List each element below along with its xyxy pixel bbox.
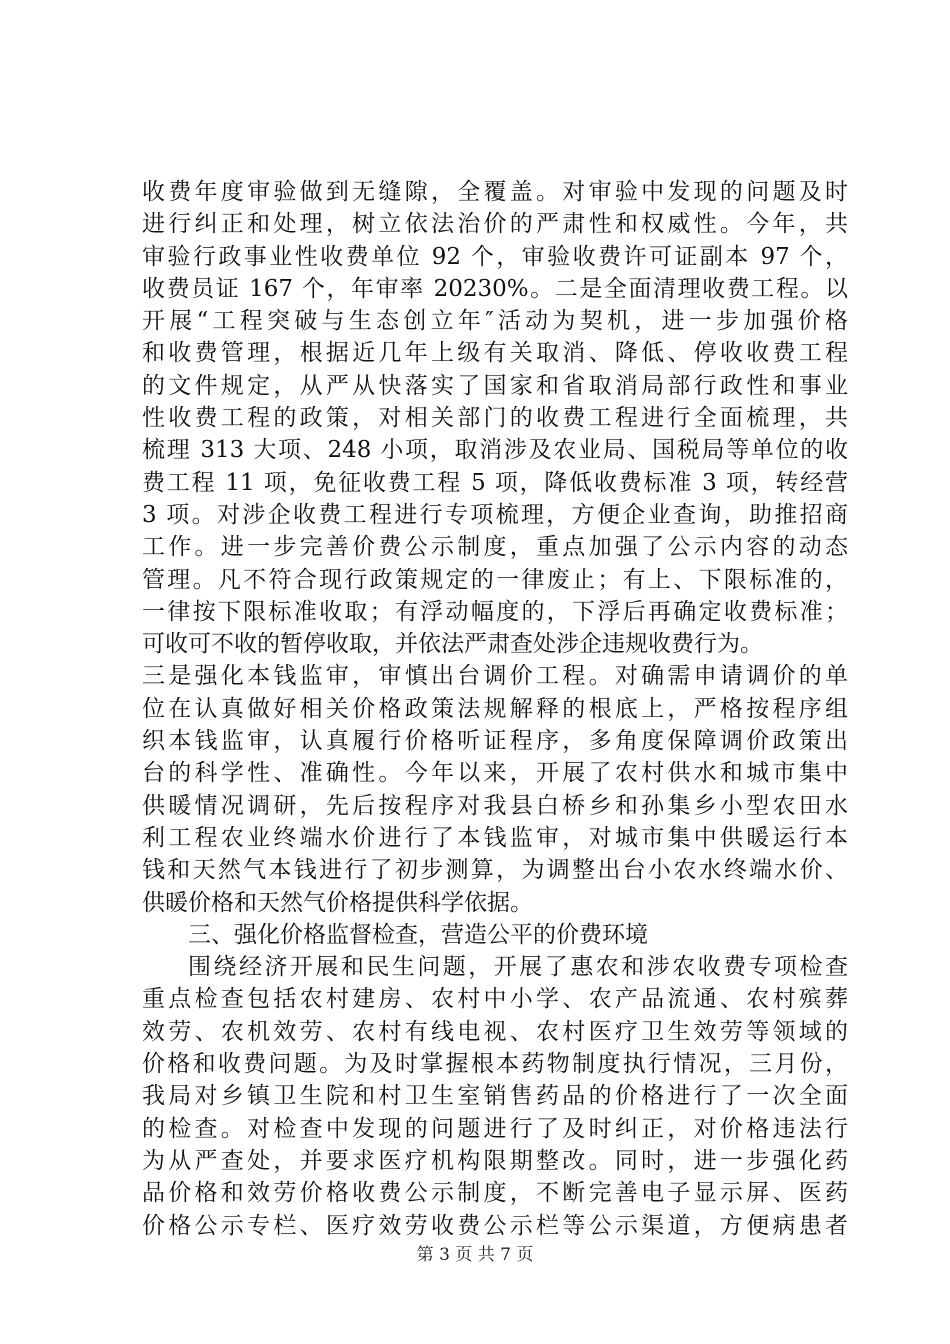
text-line: 收费员证 167 个，年审率 20230%。二是全面清理收费工程。以 xyxy=(142,275,848,302)
text-line: 价格和收费问题。为及时掌握根本药物制度执行情况，三月份， xyxy=(142,1051,848,1078)
paragraph-1 xyxy=(142,176,848,919)
text-line: 审验行政事业性收费单位 92 个，审验收费许可证副本 97 个， xyxy=(142,243,848,270)
text-line: 梳理 313 大项、248 小项，取消涉及农业局、国税局等单位的收 xyxy=(142,437,848,464)
section-heading: 三、强化价格监督检查，营造公平的价费环境 xyxy=(188,921,648,948)
text-line: 工作。进一步完善价费公示制度，重点加强了公示内容的动态 xyxy=(142,534,848,561)
text-line: 三是强化本钱监审，审慎出台调价工程。对确需申请调价的单 xyxy=(142,663,848,690)
text-line: 利工程农业终端水价进行了本钱监审，对城市集中供暖运行本 xyxy=(142,824,848,851)
text-line: 供暖情况调研，先后按程序对我县白桥乡和孙集乡小型农田水 xyxy=(142,792,848,819)
text-line: 管理。凡不符合现行政策规定的一律废止；有上、下限标准的， xyxy=(142,566,848,593)
text-line: 台的科学性、准确性。今年以来，开展了农村供水和城市集中 xyxy=(142,760,848,787)
text-line: 我局对乡镇卫生院和村卫生室销售药品的价格进行了一次全面 xyxy=(142,1083,848,1110)
text-line: 和收费管理，根据近几年上级有关取消、降低、停收收费工程 xyxy=(142,340,848,367)
text-line: 重点检查包括农村建房、农村中小学、农产品流通、农村殡葬 xyxy=(142,986,848,1013)
text-line: 效劳、农机效劳、农村有线电视、农村医疗卫生效劳等领域的 xyxy=(142,1018,848,1045)
text-line: 一律按下限标准收取；有浮动幅度的，下浮后再确定收费标准； xyxy=(142,598,848,625)
text-line: 性收费工程的政策，对相关部门的收费工程进行全面梳理，共 xyxy=(142,405,848,432)
text-line: 进行纠正和处理，树立依法治价的严肃性和权威性。今年，共 xyxy=(142,211,848,238)
text-line: 费工程 11 项，免征收费工程 5 项，降低收费标准 3 项，转经营 xyxy=(142,469,848,496)
text-line: 供暖价格和天然气价格提供科学依据。 xyxy=(142,889,533,916)
text-line: 围绕经济开展和民生问题，开展了惠农和涉农收费专项检查 xyxy=(188,954,848,981)
text-line: 收费年度审验做到无缝隙，全覆盖。对审验中发现的问题及时 xyxy=(142,179,848,205)
text-line: 的文件规定，从严从快落实了国家和省取消局部行政性和事业 xyxy=(142,372,848,399)
text-line: 价格公示专栏、医疗效劳收费公示栏等公示渠道，方便病患者 xyxy=(142,1212,848,1239)
text-line: 织本钱监审，认真履行价格听证程序，多角度保障调价政策出 xyxy=(142,728,848,755)
page-number-footer: 第 3 页 共 7 页 xyxy=(416,1245,534,1265)
text-line: 开展“工程突破与生态创立年″活动为契机，进一步加强价格 xyxy=(142,308,848,335)
text-line: 为从严查处，并要求医疗机构限期整改。同时，进一步强化药 xyxy=(142,1147,848,1174)
paragraph-2 xyxy=(142,951,848,1242)
text-line: 钱和天然气本钱进行了初步测算，为调整出台小农水终端水价、 xyxy=(142,857,848,884)
text-line: 3 项。对涉企收费工程进行专项梳理，方便企业查询，助推招商 xyxy=(142,501,848,528)
document-body xyxy=(142,176,848,1242)
text-line: 可收可不收的暂停收取，并依法严肃查处涉企违规收费行为。 xyxy=(142,631,763,658)
text-line: 品价格和效劳价格收费公示制度，不断完善电子显示屏、医药 xyxy=(142,1180,848,1207)
text-line: 位在认真做好相关价格政策法规解释的根底上，严格按程序组 xyxy=(142,695,848,722)
text-line: 的检查。对检查中发现的问题进行了及时纠正，对价格违法行 xyxy=(142,1115,848,1142)
